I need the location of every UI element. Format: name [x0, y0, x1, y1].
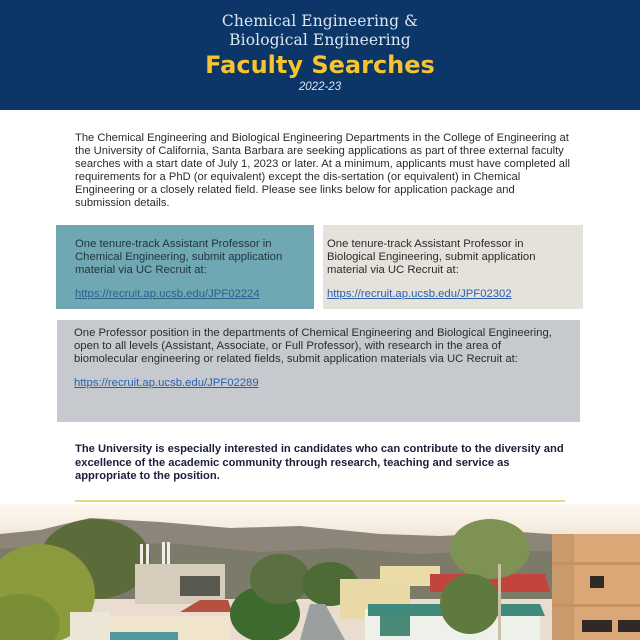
recruit-link-biological-engineering[interactable]: https://recruit.ap.ucsb.edu/JPF02302	[327, 287, 512, 300]
position-description: One tenure-track Assistant Professor in Chemical Engineering, submit application material via UC Recruit at:	[75, 238, 283, 277]
department-names	[0, 12, 640, 50]
position-description: One tenure-track Assistant Professor in Biological Engineering, submit application material via UC Recruit at:	[327, 238, 536, 277]
academic-year: 2022-23	[298, 81, 342, 93]
position-card-biomolecular-engineering	[57, 320, 580, 422]
dept-line-2: Biological Engineering	[229, 31, 411, 49]
position-card-biological-engineering	[323, 225, 583, 309]
intro-paragraph: The Chemical Engineering and Biological Engineering Departments in the College of Engineering at the University of California, Santa Barbara are seeking applications as part of three external faculty searches with a start date of July 1, 2023 or later. At a minimum, applicants must have completed all requirements for a PhD (or equivalent) except the dis-sertation (or equivalent) in Chemical Engineering or a closely related field. Please see links below for application package and submission details.	[75, 132, 570, 210]
campus-photo	[0, 504, 640, 640]
dept-line-1: Chemical Engineering &	[221, 12, 419, 30]
position-card-chemical-engineering	[56, 225, 314, 309]
recruit-link-chemical-engineering[interactable]: https://recruit.ap.ucsb.edu/JPF02224	[75, 287, 260, 300]
position-description: One Professor position in the departments of Chemical Engineering and Biological Engineering, open to all levels (Assistant, Associate, or Full Professor), with research in the area of biomolecular engineering or related fields, submit application materials via UC Recruit at:	[74, 327, 552, 366]
diversity-statement: The University is especially interested in candidates who can contribute to the diversity and excellence of the academic community through research, teaching and service as appropriate to the position.	[75, 443, 564, 483]
page-title: Faculty Searches	[205, 51, 435, 79]
recruit-link-biomolecular-engineering[interactable]: https://recruit.ap.ucsb.edu/JPF02289	[74, 376, 259, 389]
divider	[75, 500, 565, 502]
campus-landscape-image	[0, 504, 640, 640]
header-banner	[0, 0, 640, 110]
